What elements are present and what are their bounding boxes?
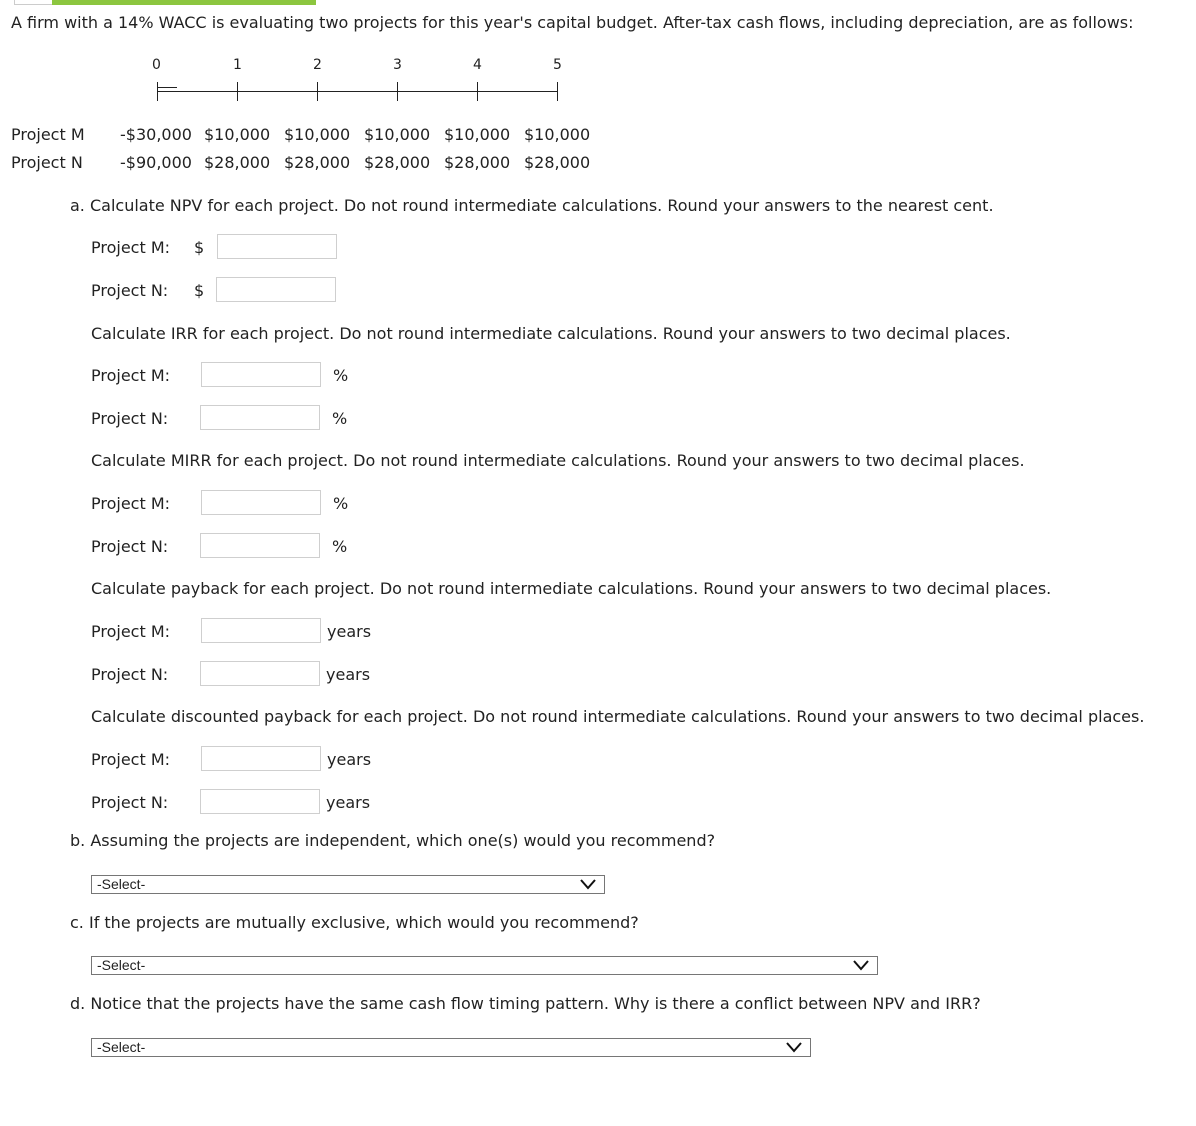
- npv-n-label: Project N:: [91, 281, 169, 300]
- irr-n-input[interactable]: [200, 405, 320, 430]
- timeline-start-bar: [157, 87, 177, 88]
- irr-n-percent: %: [332, 409, 348, 428]
- project-m-cf-1: $10,000: [204, 125, 271, 144]
- mirr-m-percent: %: [333, 494, 349, 513]
- project-m-cf-0: -$30,000: [120, 125, 192, 144]
- irr-prompt: Calculate IRR for each project. Do not round intermediate calculations. Round your answers to two decimal places.: [91, 324, 1011, 343]
- project-n-label: Project N: [11, 153, 83, 172]
- disc-payback-n-input[interactable]: [200, 789, 320, 814]
- payback-n-input[interactable]: [200, 661, 320, 686]
- disc-payback-m-input[interactable]: [201, 746, 321, 771]
- period-1-label: 1: [233, 57, 242, 73]
- npv-m-currency: $: [194, 238, 205, 257]
- chevron-down-icon: [853, 958, 869, 972]
- project-m-label: Project M: [11, 125, 85, 144]
- chevron-down-icon: [786, 1040, 802, 1054]
- disc-payback-n-label: Project N:: [91, 793, 169, 812]
- npv-m-label: Project M:: [91, 238, 171, 257]
- project-n-cf-1: $28,000: [204, 153, 271, 172]
- part-d-select[interactable]: [91, 1038, 811, 1057]
- timeline-tick-3: [397, 82, 398, 101]
- period-0-label: 0: [152, 57, 161, 73]
- timeline-tick-0: [157, 82, 158, 101]
- npv-n-input[interactable]: [216, 277, 336, 302]
- project-n-cf-2: $28,000: [284, 153, 351, 172]
- period-5-label: 5: [553, 57, 562, 73]
- payback-n-years: years: [326, 665, 371, 684]
- mirr-n-percent: %: [332, 537, 348, 556]
- timeline-tick-4: [477, 82, 478, 101]
- disc-payback-n-years: years: [326, 793, 371, 812]
- npv-n-currency: $: [194, 281, 205, 300]
- irr-m-percent: %: [333, 366, 349, 385]
- project-n-cf-3: $28,000: [364, 153, 431, 172]
- project-m-cf-5: $10,000: [524, 125, 591, 144]
- timeline-tick-2: [317, 82, 318, 101]
- part-d-selected-value: -Select-: [97, 1039, 146, 1055]
- project-m-cf-3: $10,000: [364, 125, 431, 144]
- payback-prompt: Calculate payback for each project. Do not round intermediate calculations. Round your answers to two decimal places.: [91, 579, 1052, 598]
- part-b-prompt: b. Assuming the projects are independent, which one(s) would you recommend?: [70, 831, 716, 850]
- timeline-tick-1: [237, 82, 238, 101]
- irr-m-label: Project M:: [91, 366, 171, 385]
- mirr-n-label: Project N:: [91, 537, 169, 556]
- part-d-prompt: d. Notice that the projects have the same cash flow timing pattern. Why is there a conflict between NPV and IRR?: [70, 994, 981, 1013]
- disc-payback-prompt: Calculate discounted payback for each project. Do not round intermediate calculations. Round your answers to two decimal places.: [91, 707, 1145, 726]
- progress-bar: [52, 0, 316, 5]
- top-tab-outline: [14, 0, 54, 5]
- timeline-axis: [157, 91, 558, 92]
- npv-prompt: a. Calculate NPV for each project. Do not round intermediate calculations. Round your answers to the nearest cent.: [70, 196, 994, 215]
- payback-n-label: Project N:: [91, 665, 169, 684]
- part-c-prompt: c. If the projects are mutually exclusive, which would you recommend?: [70, 913, 639, 932]
- project-m-cf-4: $10,000: [444, 125, 511, 144]
- npv-m-input[interactable]: [217, 234, 337, 259]
- mirr-n-input[interactable]: [200, 533, 320, 558]
- part-c-selected-value: -Select-: [97, 957, 146, 973]
- part-b-selected-value: -Select-: [97, 876, 146, 892]
- payback-m-years: years: [327, 622, 372, 641]
- chevron-down-icon: [580, 877, 596, 891]
- mirr-m-input[interactable]: [201, 490, 321, 515]
- disc-payback-m-years: years: [327, 750, 372, 769]
- timeline-tick-5: [557, 82, 558, 101]
- payback-m-input[interactable]: [201, 618, 321, 643]
- irr-n-label: Project N:: [91, 409, 169, 428]
- project-n-cf-4: $28,000: [444, 153, 511, 172]
- period-3-label: 3: [393, 57, 402, 73]
- mirr-prompt: Calculate MIRR for each project. Do not round intermediate calculations. Round your answers to two decimal places.: [91, 451, 1025, 470]
- payback-m-label: Project M:: [91, 622, 171, 641]
- project-m-cf-2: $10,000: [284, 125, 351, 144]
- period-4-label: 4: [473, 57, 482, 73]
- disc-payback-m-label: Project M:: [91, 750, 171, 769]
- project-n-cf-0: -$90,000: [120, 153, 192, 172]
- part-c-select[interactable]: [91, 956, 878, 975]
- project-n-cf-5: $28,000: [524, 153, 591, 172]
- part-b-select[interactable]: [91, 875, 605, 894]
- intro-text: A firm with a 14% WACC is evaluating two projects for this year's capital budget. After-tax cash flows, including depreciation, are as follows:: [11, 13, 1134, 32]
- period-2-label: 2: [313, 57, 322, 73]
- irr-m-input[interactable]: [201, 362, 321, 387]
- mirr-m-label: Project M:: [91, 494, 171, 513]
